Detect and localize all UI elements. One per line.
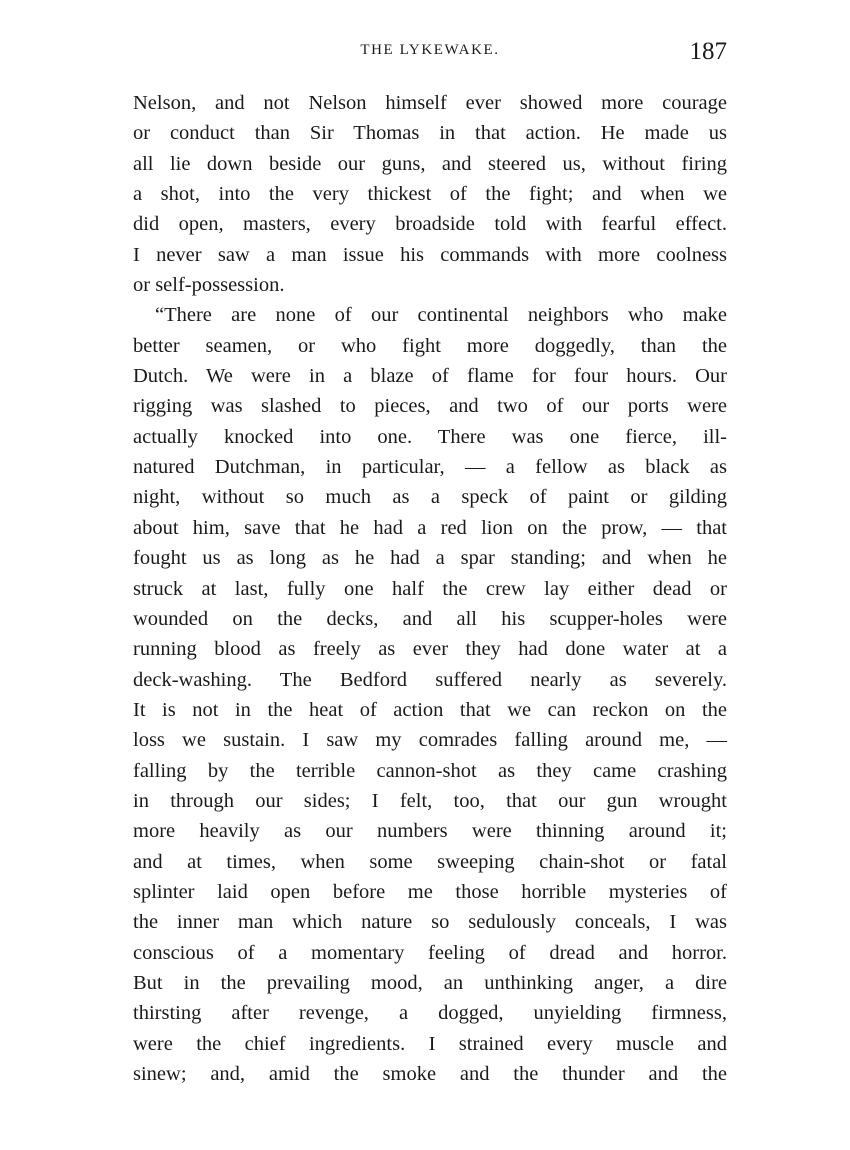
text-line: “There are none of our continental neighbors who make [155, 304, 727, 327]
text-line: But in the prevailing mood, an unthinking anger, a dire [133, 971, 727, 994]
text-line: in through our sides; I felt, too, that our gun wrought [133, 789, 727, 812]
text-line: did open, masters, every broadside told with fearful effect. [133, 213, 727, 236]
page-header [133, 38, 727, 68]
text-line: It is not in the heat of action that we can reckon on the [133, 698, 727, 721]
text-line: deck-washing. The Bedford suffered nearly as severely. [133, 668, 727, 691]
text-line: better seamen, or who fight more doggedly, than the [133, 334, 727, 357]
text-line: fought us as long as he had a spar standing; and when he [133, 547, 727, 570]
text-line: falling by the terrible cannon-shot as they came crashing [133, 759, 727, 782]
text-line: about him, save that he had a red lion on the prow, — that [133, 516, 727, 539]
text-line: actually knocked into one. There was one fierce, ill- [133, 425, 727, 448]
text-line: sinew; and, amid the smoke and the thunder and the [133, 1063, 727, 1085]
body-text [133, 88, 727, 1089]
text-line: natured Dutchman, in particular, — a fellow as black as [133, 456, 727, 479]
page-number: 187 [689, 38, 727, 65]
text-line: struck at last, fully one half the crew lay either dead or [133, 577, 727, 600]
text-line: conscious of a momentary feeling of dread and horror. [133, 941, 727, 964]
text-line: running blood as freely as ever they had done water at a [133, 638, 727, 661]
text-line: Dutch. We were in a blaze of flame for four hours. Our [133, 365, 727, 388]
text-line: more heavily as our numbers were thinning around it; [133, 820, 727, 843]
text-line: were the chief ingredients. I strained every muscle and [133, 1032, 727, 1055]
text-line: all lie down beside our guns, and steered us, without firing [133, 152, 727, 175]
text-line: night, without so much as a speck of paint or gilding [133, 486, 727, 509]
running-title: THE LYKEWAKE. [360, 42, 500, 58]
text-line: thirsting after revenge, a dogged, unyielding firmness, [133, 1002, 727, 1025]
text-line: and at times, when some sweeping chain-shot or fatal [133, 850, 727, 873]
text-line: wounded on the decks, and all his scupper-holes were [133, 607, 727, 630]
text-line: loss we sustain. I saw my comrades falling around me, — [133, 729, 727, 752]
text-line: I never saw a man issue his commands with more coolness [133, 243, 727, 266]
text-line: the inner man which nature so sedulously conceals, I was [133, 911, 727, 934]
text-line: Nelson, and not Nelson himself ever showed more courage [133, 92, 727, 114]
text-line: or conduct than Sir Thomas in that action. He made us [133, 122, 727, 145]
text-line: splinter laid open before me those horrible mysteries of [133, 880, 727, 903]
text-line: a shot, into the very thickest of the fight; and when we [133, 183, 727, 206]
text-line: rigging was slashed to pieces, and two of our ports were [133, 395, 727, 418]
text-line: or self-possession. [133, 274, 285, 297]
